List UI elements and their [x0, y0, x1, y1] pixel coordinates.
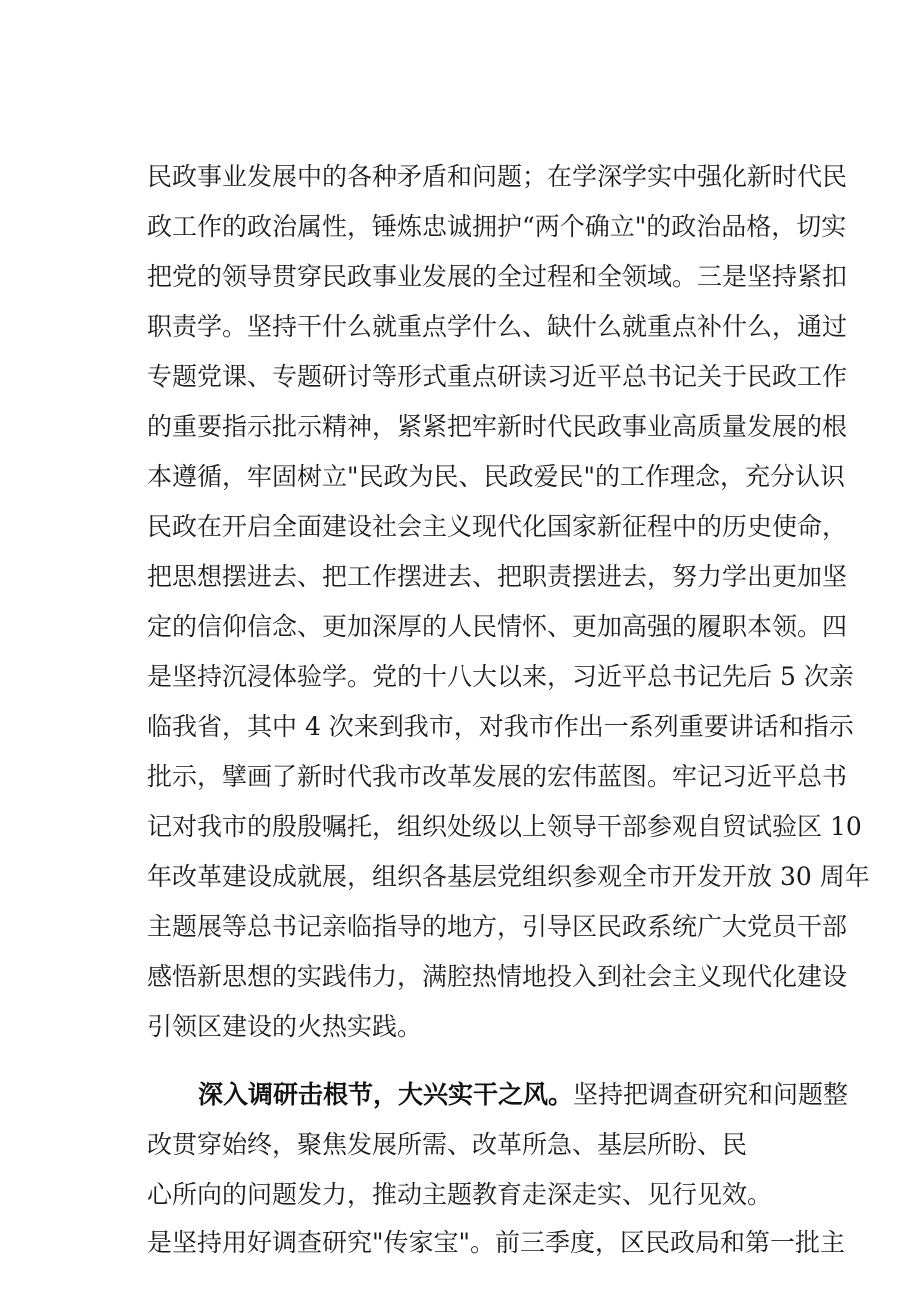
body-line-12: 临我省，其中 4 次来到我市，对我市作出一系列重要讲话和指示	[147, 712, 854, 741]
body-line-5: 专题党课、专题研讨等形式重点研读习近平总书记关于民政工作	[147, 362, 848, 391]
paragraph-2-line-2: 改贯穿始终，聚焦发展所需、改革所急、基层所盼、民	[147, 1130, 748, 1159]
body-line-13: 批示，擘画了新时代我市改革发展的宏伟蓝图。牢记习近平总书	[147, 762, 848, 791]
body-line-11: 是坚持沉浸体验学。党的十八大以来，习近平总书记先后 5 次亲	[147, 662, 854, 691]
body-line-1: 民政事业发展中的各种矛盾和问题；在学深学实中强化新时代民	[147, 162, 848, 191]
paragraph-heading: 深入调研击根节，大兴实干之风。	[198, 1080, 574, 1109]
body-line-15: 年改革建设成就展，组织各基层党组织参观全市开发开放 30 周年	[147, 862, 870, 891]
body-line-4: 职责学。坚持干什么就重点学什么、缺什么就重点补什么，通过	[147, 312, 848, 341]
body-line-2: 政工作的政治属性，锤炼忠诚拥护“两个确立"的政治品格，切实	[147, 212, 847, 241]
body-line-9: 把思想摆进去、把工作摆进去、把职责摆进去，努力学出更加坚	[147, 562, 848, 591]
body-line-6: 的重要指示批示精神，紧紧把牢新时代民政事业高质量发展的根	[147, 412, 848, 441]
body-line-17: 感悟新思想的实践伟力，满腔热情地投入到社会主义现代化建设	[147, 962, 848, 991]
paragraph-2-line-3: 心所向的问题发力，推动主题教育走深走实、见行见效。	[147, 1180, 773, 1209]
body-line-16: 主题展等总书记亲临指导的地方，引导区民政系统广大党员干部	[147, 912, 848, 941]
paragraph-2-first-line-text: 坚持把调查研究和问题整	[573, 1080, 849, 1109]
body-line-8: 民政在开启全面建设社会主义现代化国家新征程中的历史使命，	[147, 512, 848, 541]
body-line-7: 本遵循，牢固树立"民政为民、民政爱民"的工作理念，充分认识	[147, 462, 846, 491]
paragraph-2-line-4: 是坚持用好调查研究"传家宝"。前三季度，区民政局和第一批主	[147, 1228, 846, 1257]
body-line-14: 记对我市的殷殷嘱托，组织处级以上领导干部参观自贸试验区 10	[147, 812, 862, 841]
body-line-18: 引领区建设的火热实践。	[147, 1012, 423, 1041]
body-line-10: 定的信仰信念、更加深厚的人民情怀、更加高强的履职本领。四	[147, 612, 848, 641]
paragraph-2-first-line	[198, 1074, 849, 1116]
body-line-3: 把党的领导贯穿民政事业发展的全过程和全领域。三是坚持紧扣	[147, 262, 848, 291]
